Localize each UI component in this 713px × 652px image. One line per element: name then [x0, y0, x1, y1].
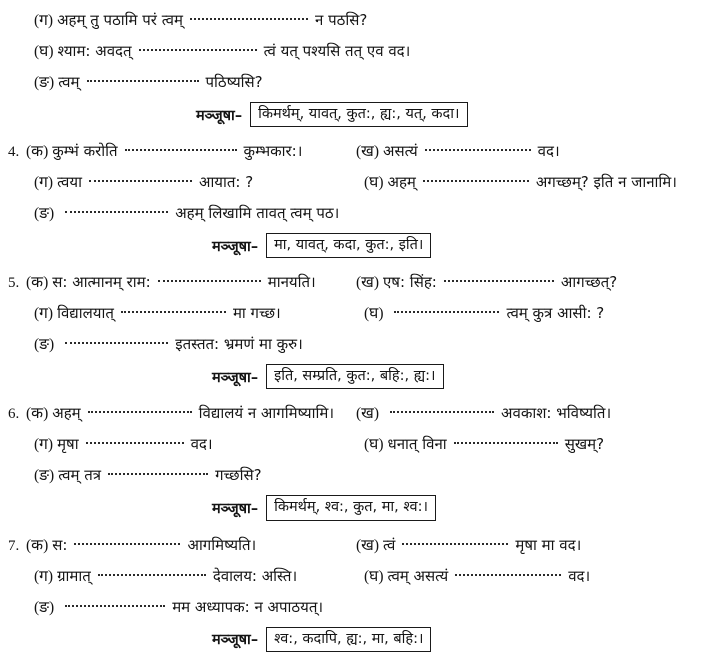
item-text-after: वद। — [568, 566, 591, 585]
fill-in-blank[interactable] — [121, 311, 226, 313]
intro-manjusha — [0, 102, 713, 127]
item-text-before: ग्रामात् — [57, 566, 91, 585]
questions-container — [0, 139, 713, 652]
manjusha-row — [212, 495, 713, 520]
manjusha-row — [212, 627, 713, 652]
question-block — [0, 533, 713, 652]
question-item — [34, 201, 339, 223]
row-left-column — [26, 533, 356, 555]
item-text-before: अहम् — [387, 173, 416, 192]
item-label: (क) — [26, 405, 49, 423]
fill-in-blank[interactable] — [139, 49, 257, 51]
question-item — [34, 39, 410, 61]
question-row — [0, 401, 713, 423]
fill-in-blank[interactable] — [455, 574, 561, 576]
manjusha-word-bank: किमर्थम्, यावत्, कुत:, ह्य:, यत्, कदा। — [250, 102, 467, 127]
fill-in-blank[interactable] — [65, 342, 168, 344]
item-label: (घ) — [364, 305, 384, 323]
item-text-after: सुखम्? — [564, 435, 605, 454]
item-label: (ङ) — [34, 205, 55, 223]
manjusha-label: मञ्जूषा– — [212, 369, 259, 386]
fill-in-blank[interactable] — [125, 149, 237, 151]
question-item — [34, 301, 281, 323]
row-right-column — [356, 270, 617, 292]
fill-in-blank[interactable] — [402, 543, 508, 545]
fill-in-blank[interactable] — [87, 80, 199, 82]
row-left-column — [26, 270, 356, 292]
fill-in-blank[interactable] — [65, 605, 165, 607]
item-text-before: श्याम: अवदत् — [57, 42, 132, 60]
question-number: 5. — [8, 275, 20, 292]
item-label: (ख) — [356, 405, 380, 423]
fill-in-blank[interactable] — [74, 543, 180, 545]
question-row — [0, 201, 713, 223]
manjusha-label: मञ्जूषा– — [212, 632, 259, 649]
item-text-after: वद। — [537, 142, 560, 161]
row-left-column — [26, 432, 364, 454]
fill-in-blank[interactable] — [390, 411, 494, 413]
question-block — [0, 270, 713, 389]
item-text-after: आगच्छत्? — [560, 273, 618, 292]
manjusha-word-bank: श्व:, कदापि, ह्य:, मा, बहि:। — [266, 627, 431, 652]
row-left-column — [26, 564, 364, 586]
item-label: (क) — [26, 536, 49, 554]
item-label: (घ) — [364, 567, 384, 585]
item-label: (ग) — [34, 567, 54, 585]
row-left-column — [26, 595, 323, 617]
item-text-before: अहम् — [52, 404, 81, 423]
question-item — [26, 139, 302, 161]
row-right-column — [364, 564, 590, 586]
question-row — [0, 301, 713, 323]
item-text-after: आयात: ? — [198, 173, 254, 192]
manjusha-word-bank: किमर्थम्, श्व:, कुत, मा, श्व:। — [266, 495, 436, 520]
item-text-after: गच्छसि? — [215, 466, 262, 485]
item-label: (ङ) — [34, 467, 55, 485]
item-label: (ग) — [34, 436, 54, 454]
row-right-column — [356, 401, 611, 423]
question-row — [0, 463, 713, 485]
fill-in-blank[interactable] — [423, 180, 529, 182]
item-label: (ख) — [356, 143, 380, 161]
item-text-after: मृषा मा वद। — [515, 535, 582, 554]
item-text-after: न पठसि? — [315, 11, 368, 29]
item-text-before: त्वम् — [58, 73, 80, 91]
intro-row — [34, 70, 713, 92]
item-text-before: धनात् विना — [387, 435, 447, 454]
row-left-column — [26, 201, 339, 223]
question-item — [34, 170, 253, 192]
question-number: 7. — [8, 537, 20, 554]
intro-row — [34, 8, 713, 30]
item-label: (ग) — [34, 305, 54, 323]
item-label: (ख) — [356, 274, 380, 292]
question-item — [364, 432, 604, 454]
question-item — [26, 270, 316, 292]
worksheet-page — [0, 8, 713, 652]
manjusha-row — [196, 102, 713, 127]
question-item — [34, 463, 262, 485]
manjusha-label: मञ्जूषा– — [212, 500, 259, 517]
manjusha-label: मञ्जूषा– — [196, 107, 243, 124]
item-text-after: अगच्छम्? इति न जानामि। — [535, 173, 677, 192]
question-number: 4. — [8, 144, 20, 161]
item-label: (क) — [26, 143, 49, 161]
row-right-column — [356, 139, 560, 161]
item-label: (घ) — [34, 43, 54, 60]
item-text-before: असत्यं — [383, 142, 418, 161]
item-text-after: कुम्भकार:। — [243, 142, 303, 161]
fill-in-blank[interactable] — [454, 442, 558, 444]
item-text-after: त्वं यत् पश्यसि तत् एव वद। — [263, 42, 411, 60]
question-row — [0, 432, 713, 454]
fill-in-blank[interactable] — [190, 18, 308, 20]
item-label: (घ) — [364, 436, 384, 454]
fill-in-blank[interactable] — [98, 574, 206, 576]
item-text-after: अहम् लिखामि तावत् त्वम् पठ। — [175, 204, 340, 223]
item-label: (घ) — [364, 174, 384, 192]
question-row — [0, 270, 713, 292]
row-right-column — [364, 170, 677, 192]
row-right-column — [364, 301, 604, 323]
question-number: 6. — [8, 406, 20, 423]
question-item — [356, 139, 560, 161]
manjusha-word-bank: मा, यावत्, कदा, कुत:, इति। — [266, 233, 431, 258]
item-text-after: इतस्तत: भ्रमणं मा कुरु। — [175, 335, 303, 354]
question-item — [356, 533, 581, 555]
item-text-after: पठिष्यसि? — [205, 73, 263, 91]
manjusha-word-bank: इति, सम्प्रति, कुत:, बहि:, ह्य:। — [266, 364, 443, 389]
question-row — [0, 564, 713, 586]
question-item — [364, 170, 677, 192]
item-text-after: मानयति। — [267, 273, 316, 292]
fill-in-blank[interactable] — [108, 473, 208, 475]
item-text-before: विद्यालयात् — [57, 304, 114, 323]
question-row — [0, 533, 713, 555]
fill-in-blank[interactable] — [444, 280, 554, 282]
question-item — [26, 533, 256, 555]
manjusha-label: मञ्जूषा– — [212, 238, 259, 255]
question-row — [0, 170, 713, 192]
row-left-column — [26, 170, 364, 192]
question-item — [364, 564, 590, 586]
intro-question-group — [0, 8, 713, 127]
row-left-column — [26, 332, 303, 354]
fill-in-blank[interactable] — [65, 211, 168, 213]
question-item — [34, 432, 213, 454]
item-label: (ख) — [356, 536, 380, 554]
item-label: (ङ) — [34, 336, 55, 354]
manjusha-row — [212, 233, 713, 258]
fill-in-blank[interactable] — [89, 180, 192, 182]
item-text-after: मम अध्यापक: न अपाठयत्। — [172, 597, 324, 616]
question-row — [0, 139, 713, 161]
item-text-after: अवकाश: भविष्यति। — [501, 404, 612, 423]
row-left-column — [26, 139, 356, 161]
question-block — [0, 401, 713, 520]
question-item — [34, 564, 297, 586]
question-item — [356, 401, 611, 423]
item-text-before: स: आत्मानम् राम: — [52, 273, 151, 292]
question-item — [34, 8, 367, 30]
question-item — [356, 270, 617, 292]
row-left-column — [26, 301, 364, 323]
item-label: (क) — [26, 274, 49, 292]
question-manjusha — [0, 627, 713, 652]
item-text-before: कुम्भं करोति — [52, 142, 118, 161]
item-text-after: मा गच्छ। — [232, 304, 281, 323]
item-label: (ङ) — [34, 74, 55, 91]
row-left-column — [26, 463, 262, 485]
fill-in-blank[interactable] — [425, 149, 531, 151]
fill-in-blank[interactable] — [394, 311, 499, 313]
item-text-before: त्वम् तत्र — [58, 466, 102, 485]
item-text-before: त्वं — [383, 535, 396, 554]
question-item — [364, 301, 604, 323]
item-text-before: त्वया — [57, 173, 82, 192]
fill-in-blank[interactable] — [88, 411, 192, 413]
item-label: (ङ) — [34, 598, 55, 616]
question-block — [0, 139, 713, 258]
item-text-after: त्वम् कुत्र आसी: ? — [506, 304, 605, 323]
item-text-before: त्वम् असत्यं — [387, 566, 449, 585]
item-label: (ग) — [34, 12, 54, 29]
question-row — [0, 332, 713, 354]
item-label: (ग) — [34, 174, 54, 192]
row-left-column — [26, 401, 356, 423]
row-right-column — [356, 533, 581, 555]
fill-in-blank[interactable] — [86, 442, 184, 444]
item-text-after: आगमिष्यति। — [187, 535, 257, 554]
question-item — [34, 332, 303, 354]
item-text-after: देवालय: अस्ति। — [212, 566, 298, 585]
row-right-column — [364, 432, 604, 454]
fill-in-blank[interactable] — [158, 280, 261, 282]
question-item — [34, 595, 323, 617]
item-text-before: स: — [52, 535, 68, 554]
question-manjusha — [0, 495, 713, 520]
item-text-after: वद। — [190, 435, 213, 454]
manjusha-row — [212, 364, 713, 389]
question-row — [0, 595, 713, 617]
intro-row — [34, 39, 713, 61]
item-text-before: मृषा — [57, 435, 79, 454]
item-text-before: अहम् तु पठामि परं त्वम् — [57, 11, 183, 29]
question-item — [34, 70, 263, 92]
item-text-before: एष: सिंह: — [383, 273, 437, 292]
item-text-after: विद्यालयं न आगमिष्यामि। — [198, 404, 335, 423]
question-manjusha — [0, 233, 713, 258]
question-manjusha — [0, 364, 713, 389]
question-item — [26, 401, 334, 423]
